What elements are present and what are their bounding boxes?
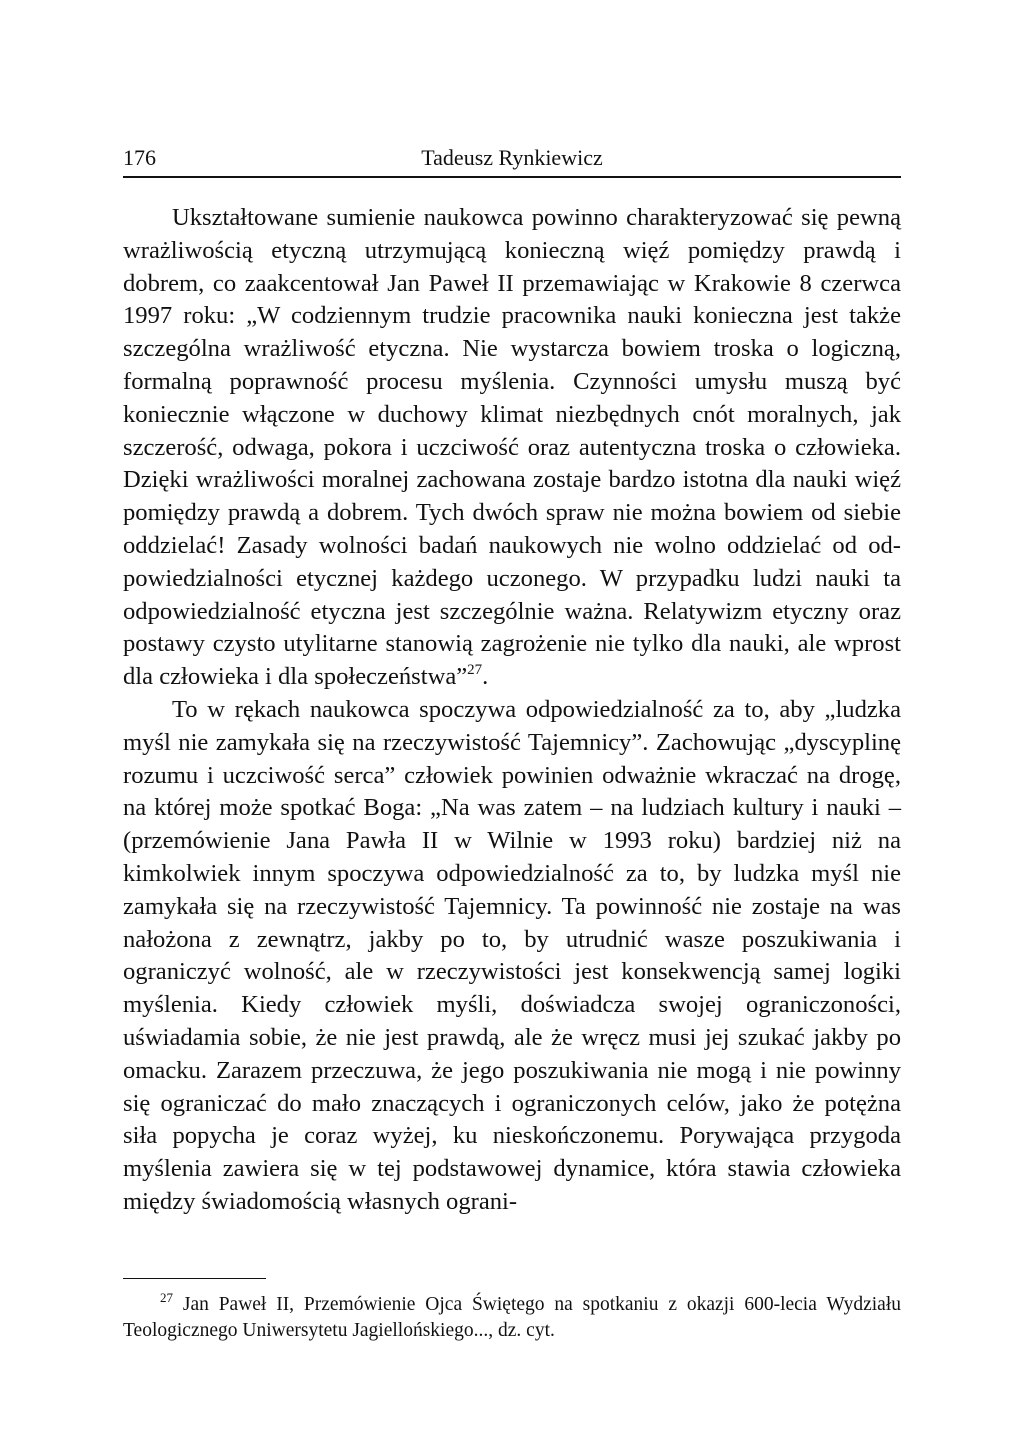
running-head xyxy=(123,140,901,178)
book-page xyxy=(123,140,901,1360)
footnote-reference[interactable]: 27 xyxy=(467,662,483,679)
body-text xyxy=(123,202,901,1219)
footnote xyxy=(123,1292,901,1344)
footnote-marker: 27 xyxy=(160,1290,173,1305)
paragraph xyxy=(123,202,901,694)
paragraph-end: . xyxy=(482,663,489,691)
page-number: 176 xyxy=(123,145,156,170)
footnote-divider xyxy=(123,1278,266,1279)
footnote-text: Jan Paweł II, Przemówienie Ojca Świętego na spotkaniu z okazji 600-lecia Wydziału Teologicznego Uniwersytetu Jagiellońskiego..., dz. cyt. xyxy=(123,1294,901,1341)
running-head-author: Tadeusz Rynkiewicz xyxy=(421,145,603,170)
paragraph: To w rękach naukowca spoczywa odpowiedzialność za to, aby „ludzka myśl nie zamykała się na rzeczywistość Tajemnicy”. Zachowując „dyscyplinę rozumu i uczciwość serca” człowiek powinien odważnie wkraczać na drogę, na której może spotkać Boga: „Na was zatem – na ludziach kultury i nauki – (przemówienie Jana Pawła II w Wilnie w 1993 roku) bardziej niż na kimkolwiek innym spoczywa odpowiedzialność za to, by ludzka myśl nie zamykała się na rzeczywistość Tajemnicy. Ta powinność nie zostaje na was nałożona z zewnątrz, jakby po to, by utrudnić wasze poszukiwania i ograniczyć wolność, ale w rzeczywistości jest konsekwencją samej logiki myślenia. Kiedy człowiek myśli, doświadcza swojej ograniczoności, uświadamia sobie, że nie jest prawdą, ale że wręcz musi jej szukać jakby po omacku. Zarazem przeczuwa, że jego poszukiwania nie mogą i nie powinny się ograniczać do mało znaczących i ograniczonych celów, jako że potężna siła popycha je coraz wyżej, ku nieskończonemu. Porywająca przygoda myślenia zawiera się w tej podstawowej dynamice, która stawia człowieka między świadomością własnych ograni- xyxy=(123,695,901,1215)
paragraph-text: Ukształtowane sumienie naukowca powinno charakteryzować się pewną wrażliwością etyczną utrzymującą konieczną więź pomiędzy prawdą i dobrem, co zaakcentował Jan Paweł II przemawiając w Krakowie 8 czerwca 1997 roku: „W codziennym trudzie pracownika nauki konieczna jest także szczególna wrażliwość etyczna. Nie wystarcza bowiem troska o logiczną, formalną poprawność procesu myślenia. Czynności umysłu muszą być koniecznie włączone w duchowy klimat niezbędnych cnót moralnych, jak szczerość, odwaga, pokora i uczciwość oraz autentyczna troska o człowieka. Dzięki wrażliwości moralnej zachowana zostaje bardzo istotna dla nauki więź pomiędzy prawdą a dobrem. Tych dwóch spraw nie można bowiem od siebie oddzielać! Zasady wolności badań naukowych nie wolno oddzielać od odpowiedzialności etycznej każdego uczonego. W przypadku ludzi nauki ta odpowiedzialność etyczna jest szczególnie ważna. Relatywizm etyczny oraz postawy czysto utylitarne stanowią zagrożenie nie tylko dla nauki, ale wprost dla człowieka i dla społeczeństwa” xyxy=(123,204,901,691)
